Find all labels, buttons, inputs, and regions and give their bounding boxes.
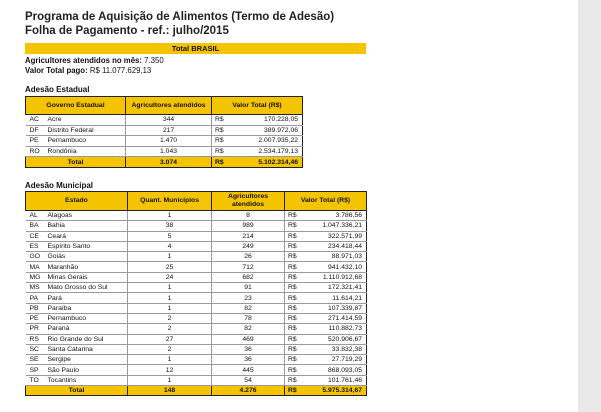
cell-municipios: 1	[128, 283, 212, 293]
cell-moeda: R$	[285, 252, 299, 262]
cell-moeda: R$	[285, 283, 299, 293]
cell-valor: 170.228,05	[226, 115, 303, 126]
cell-uf: MS	[26, 283, 46, 293]
table-adesao-municipal	[25, 191, 367, 396]
cell-municipios: 1	[128, 211, 212, 221]
cell-uf: RS	[26, 334, 46, 344]
cell-nome: Ceará	[46, 231, 128, 241]
cell-uf: SE	[26, 355, 46, 365]
table-row	[26, 262, 367, 272]
cell-moeda: R$	[285, 355, 299, 365]
cell-uf: PA	[26, 293, 46, 303]
cell-nome: Acre	[46, 115, 126, 126]
cell-spacer	[303, 136, 367, 147]
cell-agricultores: 54	[212, 375, 285, 385]
cell-uf: BA	[26, 221, 46, 231]
cell-nome: Rondônia	[46, 146, 126, 157]
cell-uf: RO	[26, 146, 46, 157]
cell-municipios: 5	[128, 231, 212, 241]
cell-moeda: R$	[285, 272, 299, 282]
cell-uf: ES	[26, 241, 46, 251]
cell-agricultores: 214	[212, 231, 285, 241]
cell-municipios: 4	[128, 241, 212, 251]
table-row	[26, 241, 367, 251]
cell-valor: 27.719,29	[299, 355, 367, 365]
cell-moeda: R$	[285, 241, 299, 251]
cell-municipios: 1	[128, 375, 212, 385]
section-title-estadual: Adesão Estadual	[25, 85, 90, 94]
summary-valor-label: Valor Total pago:	[25, 66, 88, 75]
cell-nome: Bahia	[46, 221, 128, 231]
cell-uf: PE	[26, 313, 46, 323]
cell-agricultores: 712	[212, 262, 285, 272]
cell-municipios: 38	[128, 221, 212, 231]
table-row	[26, 252, 367, 262]
cell-nome: Goiás	[46, 252, 128, 262]
total-agricultores: 4.276	[212, 386, 285, 396]
cell-agricultores: 78	[212, 313, 285, 323]
cell-moeda: R$	[285, 211, 299, 221]
summary-valor	[25, 66, 151, 75]
cell-spacer	[303, 157, 367, 168]
document-subtitle: Folha de Pagamento - ref.: julho/2015	[25, 25, 229, 37]
cell-nome: Maranhão	[46, 262, 128, 272]
cell-nome: Paraná	[46, 324, 128, 334]
cell-valor: 322.571,99	[299, 231, 367, 241]
header-municipios: Quant. Municípios	[128, 192, 212, 211]
table-row	[26, 375, 367, 385]
cell-moeda: R$	[285, 262, 299, 272]
cell-nome: Pernambuco	[46, 136, 126, 147]
cell-agricultores: 82	[212, 303, 285, 313]
summary-valor-value: R$ 11.077.629,13	[89, 66, 152, 75]
cell-valor: 234.418,44	[299, 241, 367, 251]
cell-nome: Santa Catarina	[46, 344, 128, 354]
cell-moeda: R$	[212, 146, 226, 157]
cell-municipios: 24	[128, 272, 212, 282]
table-row	[26, 324, 367, 334]
header-valor: Valor Total (R$)	[212, 97, 303, 115]
total-brasil-banner: Total BRASIL	[25, 43, 366, 54]
cell-valor: 172.321,41	[299, 283, 367, 293]
cell-municipios: 2	[128, 313, 212, 323]
total-moeda: R$	[285, 386, 299, 396]
cell-municipios: 12	[128, 365, 212, 375]
cell-valor: 868.093,05	[299, 365, 367, 375]
cell-uf: TO	[26, 375, 46, 385]
cell-nome: Distrito Federal	[46, 125, 126, 136]
cell-agricultores: 445	[212, 365, 285, 375]
cell-uf: AL	[26, 211, 46, 221]
cell-nome: Tocantins	[46, 375, 128, 385]
cell-valor: 88.971,03	[299, 252, 367, 262]
cell-valor: 1.047.336,21	[299, 221, 367, 231]
cell-municipios: 1	[128, 293, 212, 303]
cell-valor: 3.786,56	[299, 211, 367, 221]
cell-uf: PB	[26, 303, 46, 313]
table-row	[26, 146, 367, 157]
cell-moeda: R$	[285, 324, 299, 334]
header-spacer	[303, 97, 367, 115]
table-total-row	[26, 386, 367, 396]
cell-moeda: R$	[285, 303, 299, 313]
cell-valor: 110.882,73	[299, 324, 367, 334]
cell-agricultores: 469	[212, 334, 285, 344]
total-moeda: R$	[212, 157, 226, 168]
table-row	[26, 211, 367, 221]
cell-uf: MA	[26, 262, 46, 272]
cell-agricultores: 8	[212, 211, 285, 221]
cell-valor: 101.761,46	[299, 375, 367, 385]
total-agricultores: 3.074	[126, 157, 212, 168]
table-row	[26, 293, 367, 303]
total-municipios: 148	[128, 386, 212, 396]
cell-uf: PR	[26, 324, 46, 334]
summary-agricultores-label: Agricultores atendidos no mês:	[25, 56, 142, 65]
section-title-municipal: Adesão Municipal	[25, 181, 94, 190]
cell-uf: CE	[26, 231, 46, 241]
cell-valor: 520.906,67	[299, 334, 367, 344]
cell-moeda: R$	[285, 313, 299, 323]
cell-municipios: 25	[128, 262, 212, 272]
cell-valor: 11.614,21	[299, 293, 367, 303]
cell-municipios: 2	[128, 344, 212, 354]
cell-agricultores: 26	[212, 252, 285, 262]
cell-nome: Paraíba	[46, 303, 128, 313]
cell-moeda: R$	[285, 334, 299, 344]
table-row	[26, 313, 367, 323]
cell-nome: Rio Grande do Sul	[46, 334, 128, 344]
header-agricultores: Agricultores atendidos	[212, 192, 285, 211]
cell-municipios: 2	[128, 324, 212, 334]
header-estado: Estado	[26, 192, 128, 211]
cell-municipios: 27	[128, 334, 212, 344]
cell-uf: MG	[26, 272, 46, 282]
table-row	[26, 334, 367, 344]
cell-uf: DF	[26, 125, 46, 136]
total-valor: 5.102.314,46	[226, 157, 303, 168]
cell-moeda: R$	[285, 231, 299, 241]
table-row	[26, 221, 367, 231]
summary-agricultores	[25, 56, 164, 65]
cell-uf: SC	[26, 344, 46, 354]
cell-spacer	[303, 125, 367, 136]
cell-moeda: R$	[285, 293, 299, 303]
cell-valor: 2.007.935,22	[226, 136, 303, 147]
cell-agricultores: 249	[212, 241, 285, 251]
cell-agricultores: 23	[212, 293, 285, 303]
total-label: Total	[26, 386, 128, 396]
cell-moeda: R$	[285, 375, 299, 385]
cell-valor: 33.832,38	[299, 344, 367, 354]
header-valor: Valor Total (R$)	[285, 192, 367, 211]
cell-valor: 941.432,10	[299, 262, 367, 272]
cell-agricultores: 1.043	[126, 146, 212, 157]
cell-nome: Pará	[46, 293, 128, 303]
cell-agricultores: 91	[212, 283, 285, 293]
total-valor: 5.975.314,67	[299, 386, 367, 396]
cell-agricultores: 217	[126, 125, 212, 136]
cell-valor: 271.414,59	[299, 313, 367, 323]
cell-spacer	[303, 146, 367, 157]
cell-nome: Minas Gerais	[46, 272, 128, 282]
table-row	[26, 272, 367, 282]
cell-moeda: R$	[212, 115, 226, 126]
cell-agricultores: 36	[212, 344, 285, 354]
cell-moeda: R$	[285, 365, 299, 375]
cell-municipios: 1	[128, 303, 212, 313]
table-row	[26, 355, 367, 365]
cell-uf: SP	[26, 365, 46, 375]
table-row	[26, 125, 367, 136]
cell-nome: Mato Grosso do Sul	[46, 283, 128, 293]
document-title: Programa de Aquisição de Alimentos (Termo de Adesão)	[25, 11, 335, 23]
cell-uf: GO	[26, 252, 46, 262]
cell-agricultores: 1.470	[126, 136, 212, 147]
table-row	[26, 365, 367, 375]
table-row	[26, 231, 367, 241]
cell-moeda: R$	[212, 136, 226, 147]
table-total-row	[26, 157, 367, 168]
table-header-row	[26, 97, 367, 115]
cell-valor: 107.339,87	[299, 303, 367, 313]
table-header-row	[26, 192, 367, 211]
cell-municipios: 1	[128, 252, 212, 262]
total-label: Total	[26, 157, 126, 168]
cell-valor: 1.110.912,68	[299, 272, 367, 282]
cell-agricultores: 989	[212, 221, 285, 231]
header-agricultores: Agricultores atendidos	[126, 97, 212, 115]
table-row	[26, 303, 367, 313]
cell-agricultores: 682	[212, 272, 285, 282]
cell-agricultores: 36	[212, 355, 285, 365]
cell-uf: AC	[26, 115, 46, 126]
cell-moeda: R$	[212, 125, 226, 136]
table-row	[26, 115, 367, 126]
cell-uf: PE	[26, 136, 46, 147]
summary-agricultores-value: 7.350	[144, 56, 164, 65]
table-row	[26, 283, 367, 293]
table-adesao-estadual	[25, 96, 367, 168]
cell-nome: Espírito Santo	[46, 241, 128, 251]
cell-municipios: 1	[128, 355, 212, 365]
cell-nome: Alagoas	[46, 211, 128, 221]
table-row	[26, 344, 367, 354]
cell-agricultores: 344	[126, 115, 212, 126]
cell-moeda: R$	[285, 344, 299, 354]
cell-valor: 389.972,06	[226, 125, 303, 136]
header-governo: Governo Estadual	[26, 97, 126, 115]
cell-spacer	[303, 115, 367, 126]
cell-nome: Sergipe	[46, 355, 128, 365]
cell-nome: São Paulo	[46, 365, 128, 375]
cell-moeda: R$	[285, 221, 299, 231]
cell-valor: 2.534.179,13	[226, 146, 303, 157]
cell-agricultores: 82	[212, 324, 285, 334]
cell-nome: Pernambuco	[46, 313, 128, 323]
table-row	[26, 136, 367, 147]
